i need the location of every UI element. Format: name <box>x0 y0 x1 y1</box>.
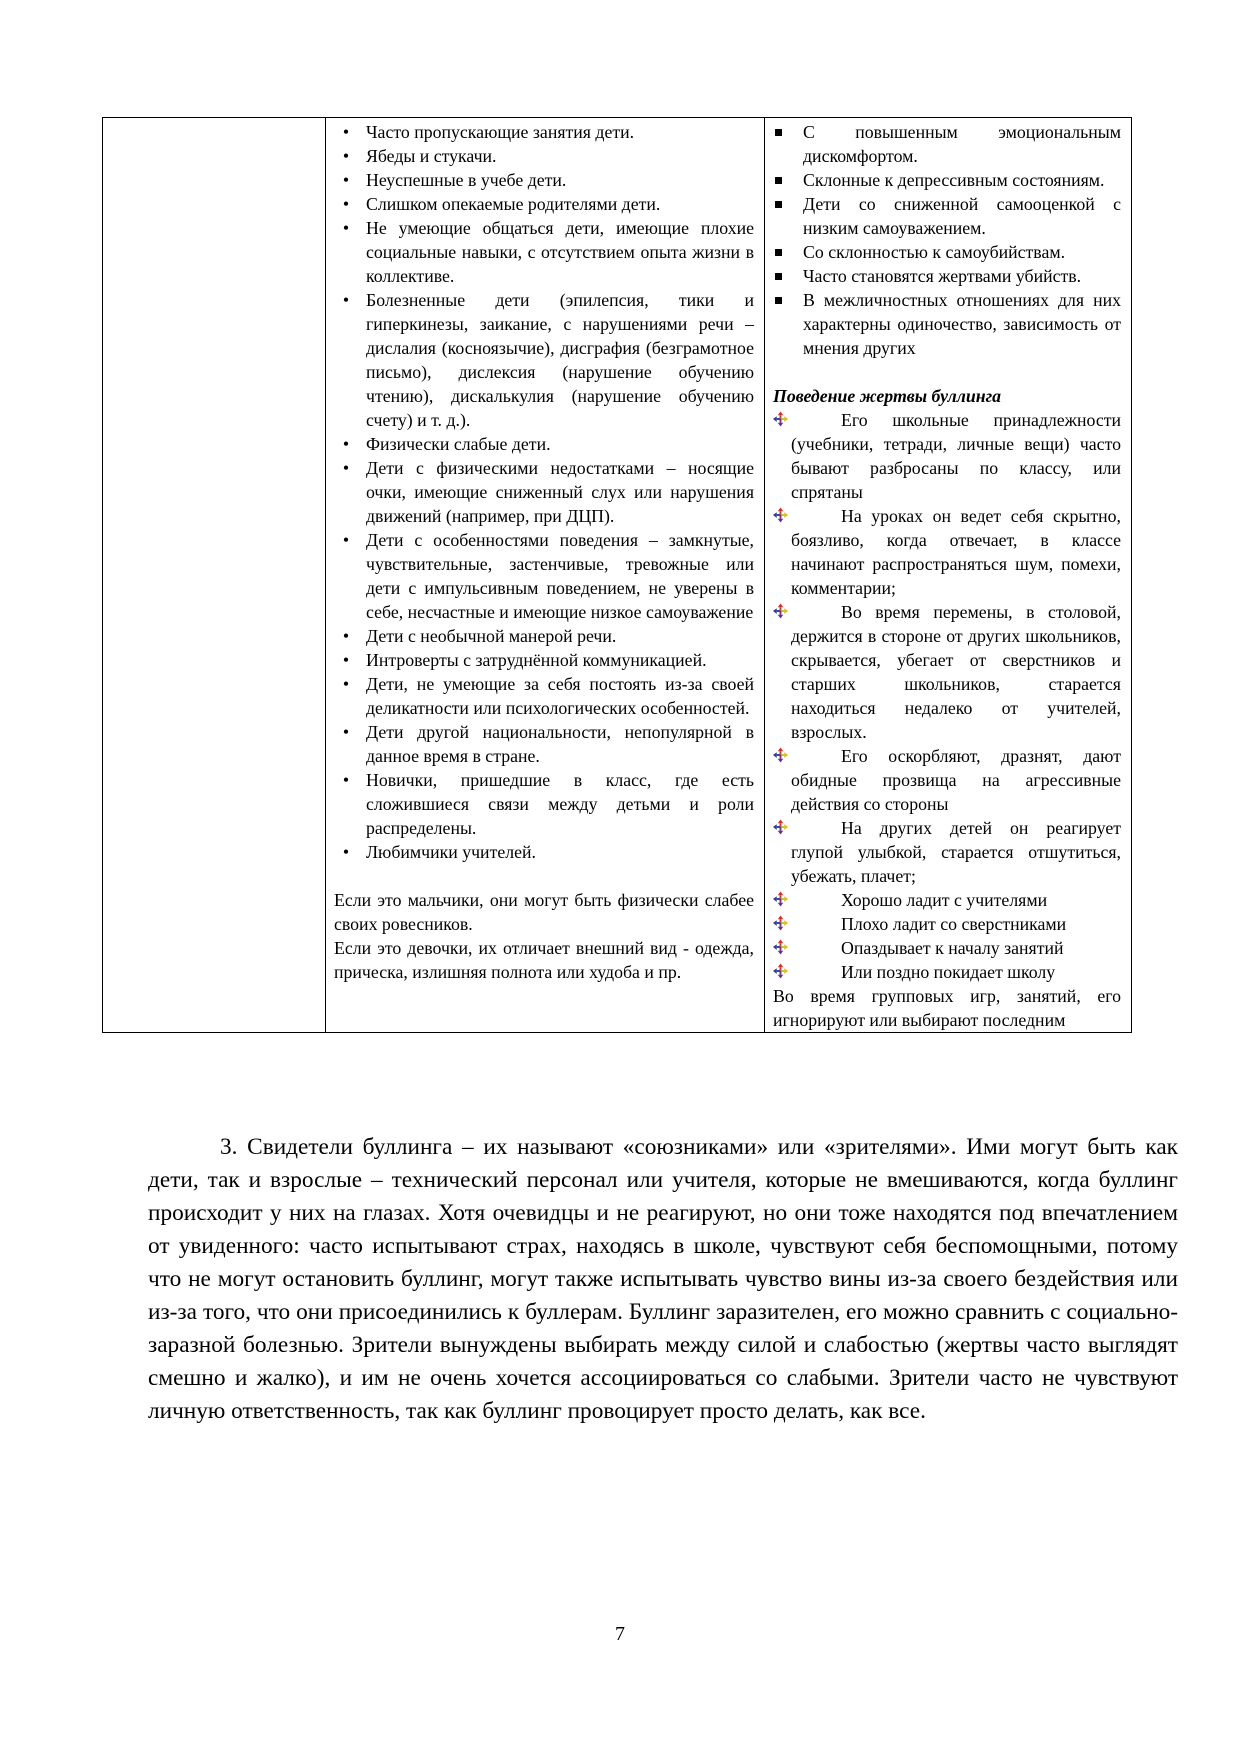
square-bullet-icon <box>775 273 782 280</box>
list-item <box>334 768 754 840</box>
four-way-arrow-bullet-icon <box>773 507 788 523</box>
list-item <box>334 168 754 192</box>
list-item <box>773 120 1121 168</box>
list-item <box>334 672 754 720</box>
list-item-text: Дети с особенностями поведения – замкнутые, чувствительные, застенчивые, тревожные или дети с импульсивным поведением, не уверены в себе, несчастные и имеющие низкое самоуважение <box>366 530 754 622</box>
list-item-text: В межличностных отношениях для них характерны одиночество, зависимость от мнения других <box>803 290 1121 358</box>
list-item-text: Часто становятся жертвами убийств. <box>803 266 1082 286</box>
square-bullet-icon <box>775 129 782 136</box>
list-item <box>334 192 754 216</box>
victim-types-list <box>334 120 754 864</box>
square-bullet-icon <box>775 297 782 304</box>
four-way-arrow-bullet-icon <box>773 963 788 979</box>
list-item-text: Его оскорбляют, дразнят, дают обидные прозвища на агрессивные действия со стороны <box>791 746 1121 814</box>
list-item-text: Дети со сниженной самооценкой с низким самоуважением. <box>803 194 1121 238</box>
list-item-text: Плохо ладит со сверстниками <box>841 914 1067 934</box>
list-item-text: Хорошо ладит с учителями <box>841 890 1048 910</box>
list-item-text: Склонные к депрессивным состояниям. <box>803 170 1105 190</box>
witnesses-paragraph <box>148 1131 1178 1428</box>
group-games-note: Во время групповых игр, занятий, его игнорируют или выбирают последним <box>773 986 1121 1030</box>
list-item <box>773 912 1121 936</box>
list-item-text: Не умеющие общаться дети, имеющие плохие социальные навыки, с отсутствием опыта жизни в коллективе. <box>366 218 754 286</box>
list-item-text: Его школьные принадлежности (учебники, тетради, личные вещи) часто бывают разбросаны по классу, или спрятаны <box>791 410 1121 502</box>
round-bullet-icon: • <box>342 458 350 478</box>
list-item-text: Дети с физическими недостатками – носящие очки, имеющие сниженный слух или нарушения движений (например, при ДЦП). <box>366 458 754 526</box>
list-item-text: Физически слабые дети. <box>366 434 551 454</box>
list-item-text: Или поздно покидает школу <box>841 962 1056 982</box>
girls-note: Если это девочки, их отличает внешний вид - одежда, прическа, излишняя полнота или худоба и пр. <box>334 938 754 982</box>
list-item <box>334 840 754 864</box>
victim-traits-list <box>773 120 1121 360</box>
victim-behavior-list <box>773 408 1121 984</box>
list-item <box>334 456 754 528</box>
list-item <box>773 504 1121 600</box>
list-item-text: Во время перемены, в столовой, держится в стороне от других школьников, скрывается, убегает от сверстников и старших школьников, старается находиться недалеко от учителей, взрослых. <box>791 602 1121 742</box>
round-bullet-icon: • <box>342 650 350 670</box>
list-item <box>773 600 1121 744</box>
four-way-arrow-bullet-icon <box>773 411 788 427</box>
round-bullet-icon: • <box>342 770 350 790</box>
round-bullet-icon: • <box>342 674 350 694</box>
list-item <box>334 624 754 648</box>
list-item-text: С повышенным эмоциональным дискомфортом. <box>803 122 1121 166</box>
round-bullet-icon: • <box>342 170 350 190</box>
list-item-text: Новички, пришедшие в класс, где есть сложившиеся связи между детьми и роли распределены. <box>366 770 754 838</box>
list-item-text: Дети с необычной манерой речи. <box>366 626 617 646</box>
round-bullet-icon: • <box>342 290 350 310</box>
list-item <box>773 240 1121 264</box>
list-item <box>773 168 1121 192</box>
square-bullet-icon <box>775 249 782 256</box>
round-bullet-icon: • <box>342 530 350 550</box>
round-bullet-icon: • <box>342 146 350 166</box>
four-way-arrow-bullet-icon <box>773 747 788 763</box>
round-bullet-icon: • <box>342 842 350 862</box>
round-bullet-icon: • <box>342 722 350 742</box>
list-item <box>334 432 754 456</box>
list-item-text: Неуспешные в учебе дети. <box>366 170 567 190</box>
list-item <box>773 264 1121 288</box>
square-bullet-icon <box>775 201 782 208</box>
list-item <box>334 528 754 624</box>
list-item <box>334 216 754 288</box>
behavior-section-title: Поведение жертвы буллинга <box>773 386 1002 406</box>
list-item <box>773 408 1121 504</box>
list-item-text: Слишком опекаемые родителями дети. <box>366 194 661 214</box>
page-number: 7 <box>615 1623 625 1645</box>
list-item-text: Дети, не умеющие за себя постоять из-за своей деликатности или психологических особенностей. <box>366 674 754 718</box>
list-item <box>773 816 1121 888</box>
victim-types-cell <box>326 118 765 1033</box>
round-bullet-icon: • <box>342 626 350 646</box>
list-item-text: Любимчики учителей. <box>366 842 536 862</box>
four-way-arrow-bullet-icon <box>773 915 788 931</box>
list-item <box>334 648 754 672</box>
list-item <box>773 888 1121 912</box>
list-item <box>773 288 1121 360</box>
boys-note: Если это мальчики, они могут быть физически слабее своих ровесников. <box>334 890 754 934</box>
victims-table <box>102 117 1132 1033</box>
list-item <box>334 288 754 432</box>
list-item-text: Дети другой национальности, непопулярной в данное время в стране. <box>366 722 754 766</box>
four-way-arrow-bullet-icon <box>773 891 788 907</box>
list-item <box>334 120 754 144</box>
table-empty-cell <box>103 118 326 1033</box>
list-item-text: Со склонностью к самоубийствам. <box>803 242 1066 262</box>
list-item-text: Ябеды и стукачи. <box>366 146 497 166</box>
list-item <box>334 720 754 768</box>
list-item <box>334 144 754 168</box>
list-item <box>773 744 1121 816</box>
list-item-text: Опаздывает к началу занятий <box>841 938 1064 958</box>
list-item <box>773 936 1121 960</box>
square-bullet-icon <box>775 177 782 184</box>
victim-traits-cell <box>765 118 1132 1033</box>
list-item <box>773 192 1121 240</box>
list-item-text: Болезненные дети (эпилепсия, тики и гиперкинезы, заикание, с нарушениями речи – дислалия (косноязычие), дисграфия (безграмотное письмо), дислексия (нарушение обучению чтению), дискалькулия (нарушение обучению счету) и т. д.). <box>366 290 754 430</box>
list-item-text: Интроверты с затруднённой коммуникацией. <box>366 650 707 670</box>
witnesses-paragraph-text: 3. Свидетели буллинга – их называют «союзниками» или «зрителями». Ими могут быть как дети, так и взрослые – технический персонал или учителя, которые не вмешиваются, когда буллинг происходит у них на глазах. Хотя очевидцы и не реагируют, но они тоже находятся под впечатлением от увиденного: часто испытывают страх, находясь в школе, чувствуют себя беспомощными, потому что не могут остановить буллинг, могут также испытывать чувство вины из-за своего бездействия или из-за того, что они присоединились к буллерам. Буллинг заразителен, его можно сравнить с социально-заразной болезнью. Зрители вынуждены выбирать между силой и слабостью (жертвы часто выглядят смешно и жалко), и им не очень хочется ассоциироваться со слабыми. Зрители часто не чувствуют личную ответственность, так как буллинг провоцирует просто делать, как все. <box>148 1134 1178 1424</box>
list-item <box>773 960 1121 984</box>
list-item-text: На уроках он ведет себя скрытно, боязливо, когда отвечает, в классе начинают распространяться шум, помехи, комментарии; <box>791 506 1121 598</box>
round-bullet-icon: • <box>342 218 350 238</box>
list-item-text: На других детей он реагирует глупой улыбкой, старается отшутиться, убежать, плачет; <box>791 818 1121 886</box>
four-way-arrow-bullet-icon <box>773 819 788 835</box>
round-bullet-icon: • <box>342 122 350 142</box>
list-item-text: Часто пропускающие занятия дети. <box>366 122 635 142</box>
four-way-arrow-bullet-icon <box>773 603 788 619</box>
round-bullet-icon: • <box>342 194 350 214</box>
round-bullet-icon: • <box>342 434 350 454</box>
four-way-arrow-bullet-icon <box>773 939 788 955</box>
